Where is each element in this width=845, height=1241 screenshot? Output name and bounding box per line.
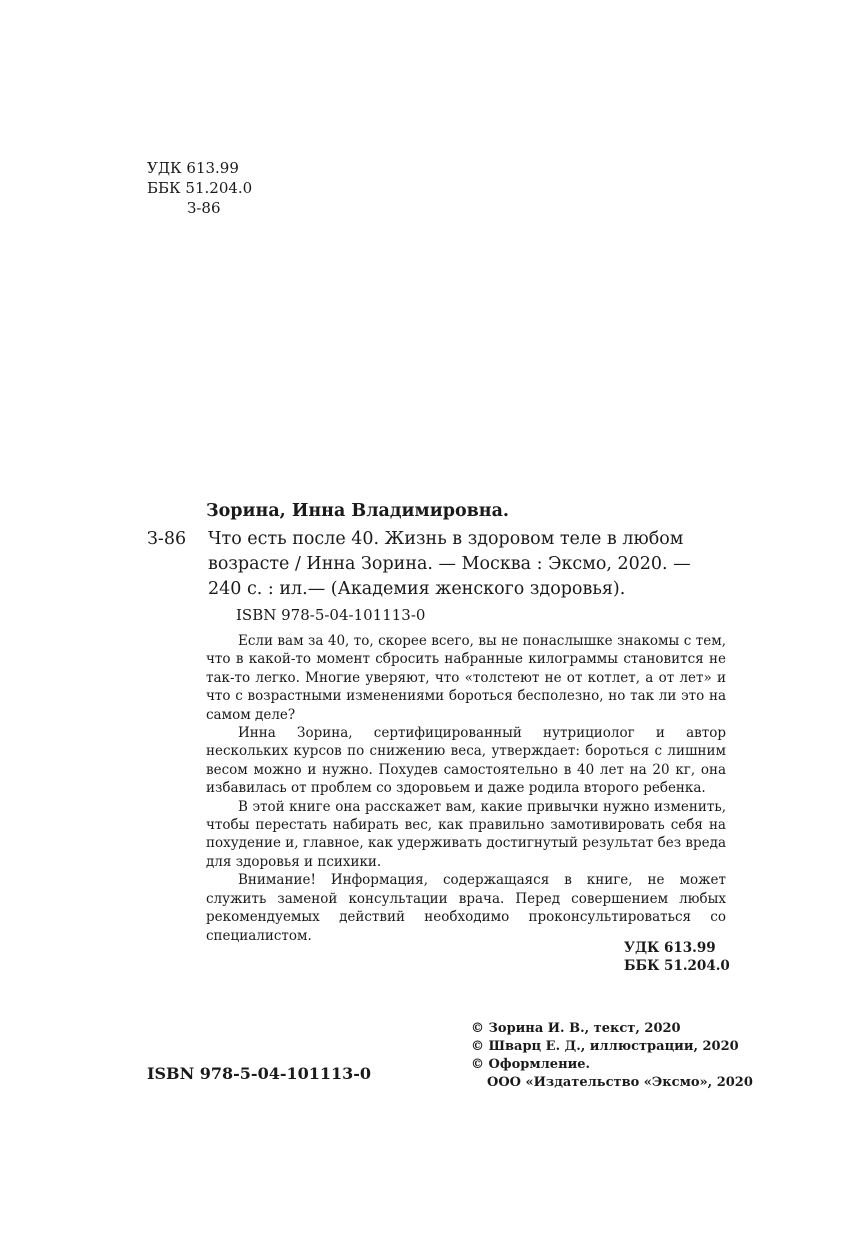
copyright-line: © Оформление. — [471, 1057, 591, 1072]
title-line: возрасте / Инна Зорина. — Москва : Эксмо, 2020. — — [208, 554, 691, 574]
isbn-inline: ISBN 978-5-04-101113-0 — [236, 606, 426, 624]
copyright-line: ООО «Издательство «Эксмо», 2020 — [487, 1075, 753, 1090]
right-classification-block — [560, 939, 730, 976]
copyright-line: © Шварц Е. Д., иллюстрации, 2020 — [471, 1039, 739, 1054]
author-mark: З-86 — [187, 199, 221, 217]
top-classification-block — [147, 158, 252, 218]
annotation-paragraph: Если вам за 40, то, скорее всего, вы не понаслышке знакомы с тем, что в какой-то момент сбросить набранные килограммы становится не так-то легко. Многие уверяют, что «толстеют не от котлет, а от лет» и что с возрастными изменениями бороться бесполезно, но так ли это на самом деле? — [206, 633, 726, 723]
annotation — [206, 632, 726, 945]
title-line: Что есть после 40. Жизнь в здоровом теле в любом — [208, 529, 684, 549]
bbk-code: ББК 51.204.0 — [624, 958, 730, 975]
title-line: 240 с. : ил.— (Академия женского здоровья). — [208, 579, 626, 599]
bibliographic-description — [208, 527, 726, 602]
bbk-code: ББК 51.204.0 — [147, 179, 253, 197]
record-author-mark: З-86 — [147, 529, 187, 549]
annotation-paragraph: В этой книге она расскажет вам, какие привычки нужно изменить, чтобы перестать набирать вес, как правильно замотивировать себя на похудение и, главное, как удерживать достигнутый результат без вреда для здоровья и психики. — [206, 798, 726, 870]
copyright-block — [471, 1020, 753, 1092]
copyright-line: © Зорина И. В., текст, 2020 — [471, 1021, 681, 1036]
annotation-paragraph: Инна Зорина, сертифицированный нутрициолог и автор нескольких курсов по снижению веса, утверждает: бороться с лишним весом можно и нужно. Похудев самостоятельно в 40 лет на 20 кг, она избавилась от проблем со здоровьем и даже родила второго ребенка. — [206, 725, 726, 797]
udk-code: УДК 613.99 — [624, 940, 716, 956]
udk-code: УДК 613.99 — [147, 159, 239, 177]
isbn-bottom: ISBN 978-5-04-101113-0 — [147, 1064, 372, 1083]
author-heading: Зорина, Инна Владимировна. — [206, 501, 510, 521]
annotation-paragraph: Внимание! Информация, содержащаяся в книге, не может служить заменой консультации врача. Перед совершением любых рекомендуемых действий необходимо проконсультироваться со специалистом. — [206, 872, 726, 944]
